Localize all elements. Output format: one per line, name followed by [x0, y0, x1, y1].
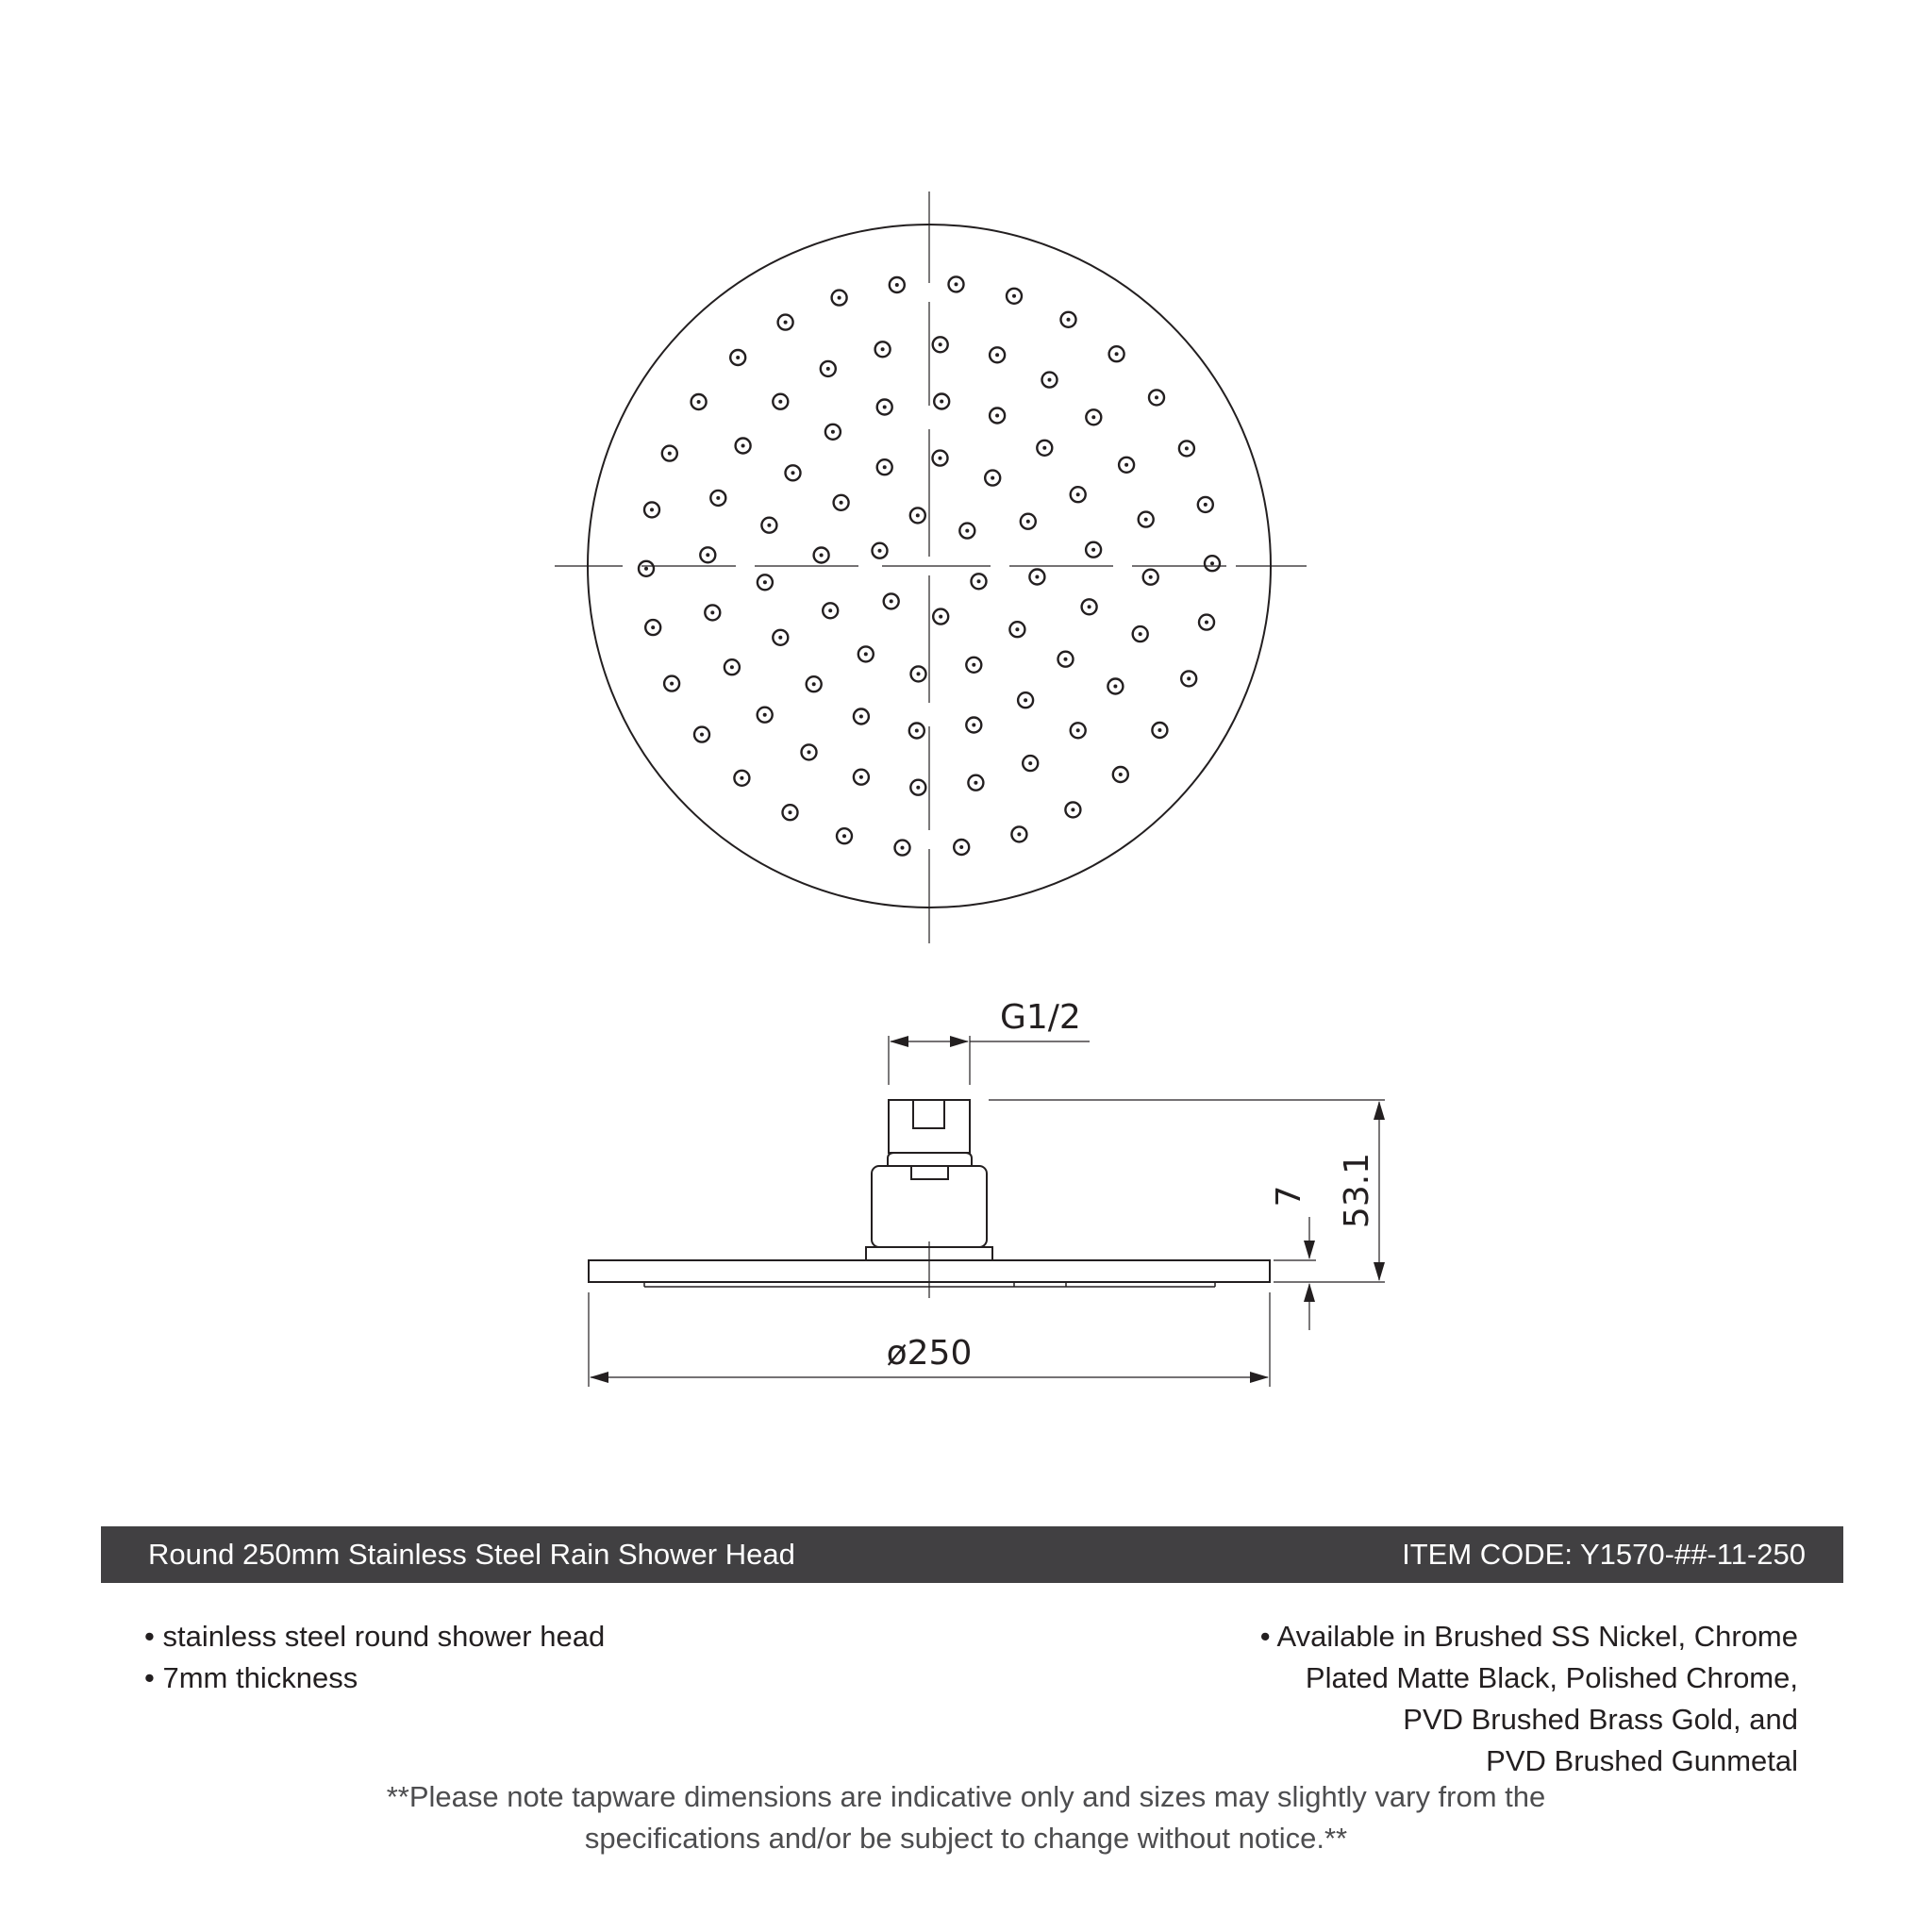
nozzle-hole-center: [1185, 446, 1189, 450]
nozzle-hole-center: [915, 729, 919, 733]
nozzle-hole-center: [716, 496, 720, 500]
nozzle-hole-center: [668, 452, 672, 456]
nozzle-hole-center: [1017, 832, 1021, 836]
nozzle-hole-center: [767, 524, 771, 527]
nozzle-hole-center: [939, 342, 942, 346]
nozzle-hole-center: [972, 663, 975, 667]
nozzle-hole-center: [1024, 698, 1027, 702]
nozzle-hole-center: [706, 553, 709, 557]
nozzle-hole-center: [917, 672, 921, 675]
nozzle-hole-center: [740, 776, 743, 780]
nozzle-hole-center: [859, 715, 863, 719]
nozzle-hole-center: [1091, 548, 1095, 552]
center-lines: [555, 192, 1307, 943]
feature-item: • 7mm thickness: [144, 1661, 358, 1694]
nozzle-hole-center: [1124, 463, 1128, 467]
nozzle-hole-center: [789, 810, 792, 814]
nozzle-hole-center: [1205, 621, 1208, 625]
nozzle-hole-center: [977, 579, 981, 583]
nozzle-hole-center: [1144, 518, 1148, 522]
nozzle-hole-center: [710, 610, 714, 614]
nozzle-hole-center: [791, 471, 795, 475]
nozzle-hole-center: [1012, 294, 1016, 298]
nozzle-hole-center: [842, 834, 846, 838]
nozzle-hole-center: [972, 724, 975, 727]
nozzle-hole-center: [1076, 492, 1080, 496]
nozzle-hole-center: [890, 599, 893, 603]
nozzle-hole-center: [1187, 676, 1191, 680]
features-list: [144, 1616, 605, 1699]
nozzle-hole-center: [1067, 318, 1071, 322]
nozzle-hole-center: [1071, 808, 1074, 811]
thread-dimension-label: G1/2: [1000, 998, 1081, 1037]
nozzle-hole-center: [1139, 632, 1142, 636]
nozzle-hole-center: [700, 733, 704, 737]
thickness-dimension-label: 7: [1270, 1185, 1308, 1208]
nozzle-hole-center: [1026, 520, 1030, 524]
inlet-fitting: [889, 1100, 970, 1153]
nozzle-hole-center: [1158, 728, 1161, 732]
nozzle-hole-center: [965, 529, 969, 533]
nozzle-hole-center: [650, 508, 654, 511]
nozzle-hole-center: [644, 567, 648, 571]
nozzle-hole-center: [778, 636, 782, 640]
nozzle-hole-center: [939, 457, 942, 460]
nozzle-hole-center: [878, 549, 882, 553]
nozzle-hole-center: [916, 786, 920, 790]
nozzle-hole-center: [1113, 685, 1117, 689]
nozzle-hole-center: [859, 775, 863, 779]
joint-collar: [888, 1153, 972, 1166]
nozzle-hole-center: [778, 400, 782, 404]
nozzle-hole-center: [939, 615, 942, 619]
nozzle-hole-center: [730, 665, 734, 669]
nozzle-hole-center: [1091, 415, 1095, 419]
nozzle-hole-center: [1042, 446, 1046, 450]
nozzle-hole-center: [763, 580, 767, 584]
joint-neck: [911, 1166, 948, 1179]
disclaimer-line: specifications and/or be subject to change without notice.**: [584, 1822, 1348, 1855]
nozzle-hole-center: [881, 347, 885, 351]
nozzle-hole-center: [995, 353, 999, 357]
nozzle-hole-center: [901, 846, 905, 850]
nozzle-hole-center: [840, 501, 843, 505]
inlet-bore: [913, 1100, 944, 1128]
nozzle-hole-center: [1210, 561, 1214, 565]
nozzle-hole-center: [883, 406, 887, 409]
finishes-list: [1260, 1616, 1798, 1782]
nozzle-hole-center: [940, 400, 943, 404]
nozzle-hole-center: [959, 845, 963, 849]
nozzle-hole-center: [995, 414, 999, 418]
nozzle-hole-center: [763, 713, 767, 717]
nozzle-hole-center: [697, 400, 701, 404]
nozzle-hole-center: [864, 652, 868, 656]
product-name: Round 250mm Stainless Steel Rain Shower Head: [148, 1538, 795, 1571]
nozzle-hole-center: [1028, 761, 1032, 765]
nozzle-hole-center: [991, 476, 994, 480]
nozzle-hole-center: [820, 554, 824, 558]
nozzle-hole-center: [838, 296, 841, 300]
nozzle-hole-center: [812, 682, 816, 686]
nozzle-hole-center: [1119, 773, 1123, 776]
nozzle-hole-center: [1035, 575, 1039, 579]
nozzle-hole-center: [1088, 605, 1091, 608]
height-dimension-label: 53.1: [1338, 1152, 1376, 1229]
finish-line: Plated Matte Black, Polished Chrome,: [1305, 1661, 1798, 1694]
nozzle-hole-center: [1115, 352, 1119, 356]
nozzle-hole-center: [784, 321, 788, 325]
nozzle-hole-center: [1155, 395, 1158, 399]
top-view: [555, 192, 1307, 943]
nozzle-hole-center: [651, 625, 655, 629]
nozzle-hole-center: [955, 282, 958, 286]
nozzle-hole-center: [736, 356, 740, 359]
nozzle-hole-center: [1015, 627, 1019, 631]
finish-line: PVD Brushed Brass Gold, and: [1403, 1703, 1798, 1736]
nozzle-hole-center: [1149, 575, 1153, 579]
nozzle-hole-center: [670, 682, 674, 686]
disclaimer: [0, 1776, 1932, 1859]
title-bar: [101, 1526, 1843, 1583]
nozzle-hole-center: [974, 781, 977, 785]
nozzle-hole-center: [741, 444, 745, 448]
nozzle-hole-center: [1076, 728, 1080, 732]
nozzle-hole-center: [831, 430, 835, 434]
nozzle-hole-center: [808, 750, 811, 754]
diameter-dimension-label: ø250: [886, 1334, 973, 1373]
nozzle-hole-center: [883, 465, 887, 469]
nozzle-hole-center: [1064, 658, 1068, 661]
feature-item: • stainless steel round shower head: [144, 1620, 606, 1653]
nozzle-hole-center: [895, 283, 899, 287]
side-view: [589, 1100, 1270, 1298]
disclaimer-line: **Please note tapware dimensions are indicative only and sizes may slightly vary from the: [386, 1780, 1546, 1813]
nozzle-hole-center: [916, 513, 920, 517]
nozzle-hole-center: [1204, 503, 1208, 507]
nozzle-hole-center: [826, 367, 830, 371]
nozzle-hole-center: [1048, 378, 1052, 382]
nozzle-hole-center: [828, 608, 832, 612]
finish-line: • Available in Brushed SS Nickel, Chrome: [1259, 1620, 1798, 1653]
finish-line: PVD Brushed Gunmetal: [1486, 1744, 1798, 1777]
ball-joint-housing: [872, 1166, 987, 1247]
item-code: ITEM CODE: Y1570-##-11-250: [1402, 1538, 1806, 1571]
